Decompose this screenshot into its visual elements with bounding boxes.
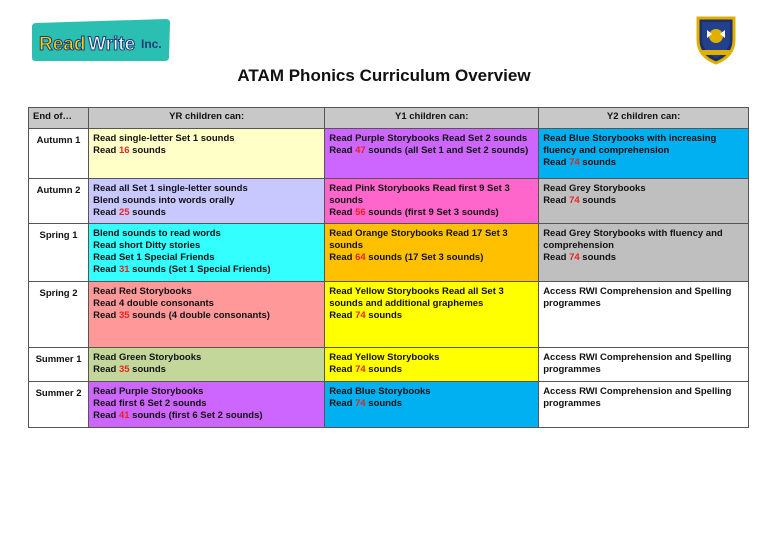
cell-y2 xyxy=(539,224,749,282)
cell-line: Read 74 sounds xyxy=(543,252,617,263)
cell-y1 xyxy=(325,129,539,179)
cell-y2 xyxy=(539,129,749,179)
read-write-inc-logo xyxy=(30,17,172,63)
sound-count: 74 xyxy=(355,310,366,321)
cell-line: Access RWI Comprehension and Spelling programmes xyxy=(543,286,732,309)
cell-y2 xyxy=(539,179,749,224)
sound-count: 56 xyxy=(355,207,366,218)
cell-line: Read Purple Storybooks xyxy=(93,386,204,397)
sound-count: 25 xyxy=(118,207,130,218)
cell-yr xyxy=(89,129,325,179)
cell-line: Read Yellow Storybooks Read all Set 3 sounds and additional graphemes xyxy=(329,286,504,309)
cell-line: Read 41 sounds (first 6 Set 2 sounds) xyxy=(93,410,263,421)
cell-line: Blend sounds to read words xyxy=(93,228,221,239)
cell-y2 xyxy=(539,282,749,348)
header-y2: Y2 children can: xyxy=(539,108,749,129)
cell-y2 xyxy=(539,348,749,382)
cell-line: Read 25 sounds xyxy=(93,207,166,218)
table-row xyxy=(29,224,749,282)
cell-line: Read 74 sounds xyxy=(543,195,617,206)
cell-line: Read short Ditty stories xyxy=(93,240,201,251)
table-row xyxy=(29,382,749,428)
cell-y2 xyxy=(539,382,749,428)
svg-text:Inc.: Inc. xyxy=(141,37,162,51)
cell-line: Read Blue Storybooks xyxy=(329,386,431,397)
table-header-row xyxy=(29,108,749,129)
cell-line: Access RWI Comprehension and Spelling programmes xyxy=(543,386,732,409)
cell-line: Read 74 sounds xyxy=(329,310,403,321)
cell-line: Read Grey Storybooks xyxy=(543,183,646,194)
table-row xyxy=(29,129,749,179)
sound-count: 35 xyxy=(118,364,130,375)
cell-y1 xyxy=(325,179,539,224)
cell-line: Access RWI Comprehension and Spelling programmes xyxy=(543,352,732,375)
cell-y1 xyxy=(325,224,539,282)
header-end-of: End of… xyxy=(29,108,89,129)
cell-line: Read 56 sounds (first 9 Set 3 sounds) xyxy=(329,207,499,218)
cell-line: Read 35 sounds (4 double consonants) xyxy=(93,310,270,321)
cell-line: Read 74 sounds xyxy=(329,364,403,375)
sound-count: 74 xyxy=(569,195,580,206)
cell-line: Blend sounds into words orally xyxy=(93,195,235,206)
cell-line: Read 16 sounds xyxy=(93,145,166,156)
sound-count: 74 xyxy=(355,364,366,375)
svg-text:Write: Write xyxy=(88,34,136,55)
cell-yr xyxy=(89,179,325,224)
cell-line: Read Blue Storybooks with increasing fluency and comprehension xyxy=(543,133,717,156)
sound-count: 64 xyxy=(355,252,366,263)
table-row xyxy=(29,348,749,382)
cell-yr xyxy=(89,282,325,348)
cell-yr xyxy=(89,382,325,428)
table-row xyxy=(29,179,749,224)
cell-y1 xyxy=(325,382,539,428)
header-yr: YR children can: xyxy=(89,108,325,129)
cell-line: Read 74 sounds xyxy=(329,398,403,409)
cell-line: Read 64 sounds (17 Set 3 sounds) xyxy=(329,252,484,263)
cell-line: Read Grey Storybooks with fluency and comprehension xyxy=(543,228,723,251)
cell-line: Read 74 sounds xyxy=(543,157,617,168)
sound-count: 47 xyxy=(355,145,366,156)
cell-line: Read 31 sounds (Set 1 Special Friends) xyxy=(93,264,271,275)
cell-line: Read Red Storybooks xyxy=(93,286,192,297)
cell-yr xyxy=(89,224,325,282)
term-cell: Summer 2 xyxy=(29,382,89,428)
school-crest-logo xyxy=(692,14,740,66)
table-row xyxy=(29,282,749,348)
sound-count: 31 xyxy=(118,264,130,275)
header-y1: Y1 children can: xyxy=(325,108,539,129)
sound-count: 35 xyxy=(118,310,130,321)
cell-line: Read all Set 1 single-letter sounds xyxy=(93,183,248,194)
cell-line: Read Orange Storybooks Read 17 Set 3 sounds xyxy=(329,228,508,251)
cell-line: Read Green Storybooks xyxy=(93,352,202,363)
cell-line: Read single-letter Set 1 sounds xyxy=(93,133,235,144)
sound-count: 74 xyxy=(569,157,580,168)
cell-line: Read 35 sounds xyxy=(93,364,166,375)
term-cell: Spring 2 xyxy=(29,282,89,348)
cell-line: Read first 6 Set 2 sounds xyxy=(93,398,207,409)
cell-line: Read 4 double consonants xyxy=(93,298,214,309)
cell-line: Read Pink Storybooks Read first 9 Set 3 sounds xyxy=(329,183,510,206)
svg-text:Read: Read xyxy=(39,34,86,55)
term-cell: Autumn 2 xyxy=(29,179,89,224)
cell-line: Read Purple Storybooks Read Set 2 sounds xyxy=(329,133,528,144)
cell-y1 xyxy=(325,282,539,348)
cell-line: Read 47 sounds (all Set 1 and Set 2 sounds) xyxy=(329,145,529,156)
term-cell: Summer 1 xyxy=(29,348,89,382)
sound-count: 41 xyxy=(118,410,130,421)
cell-yr xyxy=(89,348,325,382)
sound-count: 74 xyxy=(569,252,580,263)
curriculum-table xyxy=(28,107,749,428)
term-cell: Autumn 1 xyxy=(29,129,89,179)
term-cell: Spring 1 xyxy=(29,224,89,282)
cell-y1 xyxy=(325,348,539,382)
sound-count: 16 xyxy=(118,145,130,156)
cell-line: Read Set 1 Special Friends xyxy=(93,252,215,263)
sound-count: 74 xyxy=(355,398,366,409)
cell-line: Read Yellow Storybooks xyxy=(329,352,440,363)
page-title: ATAM Phonics Curriculum Overview xyxy=(237,66,531,85)
